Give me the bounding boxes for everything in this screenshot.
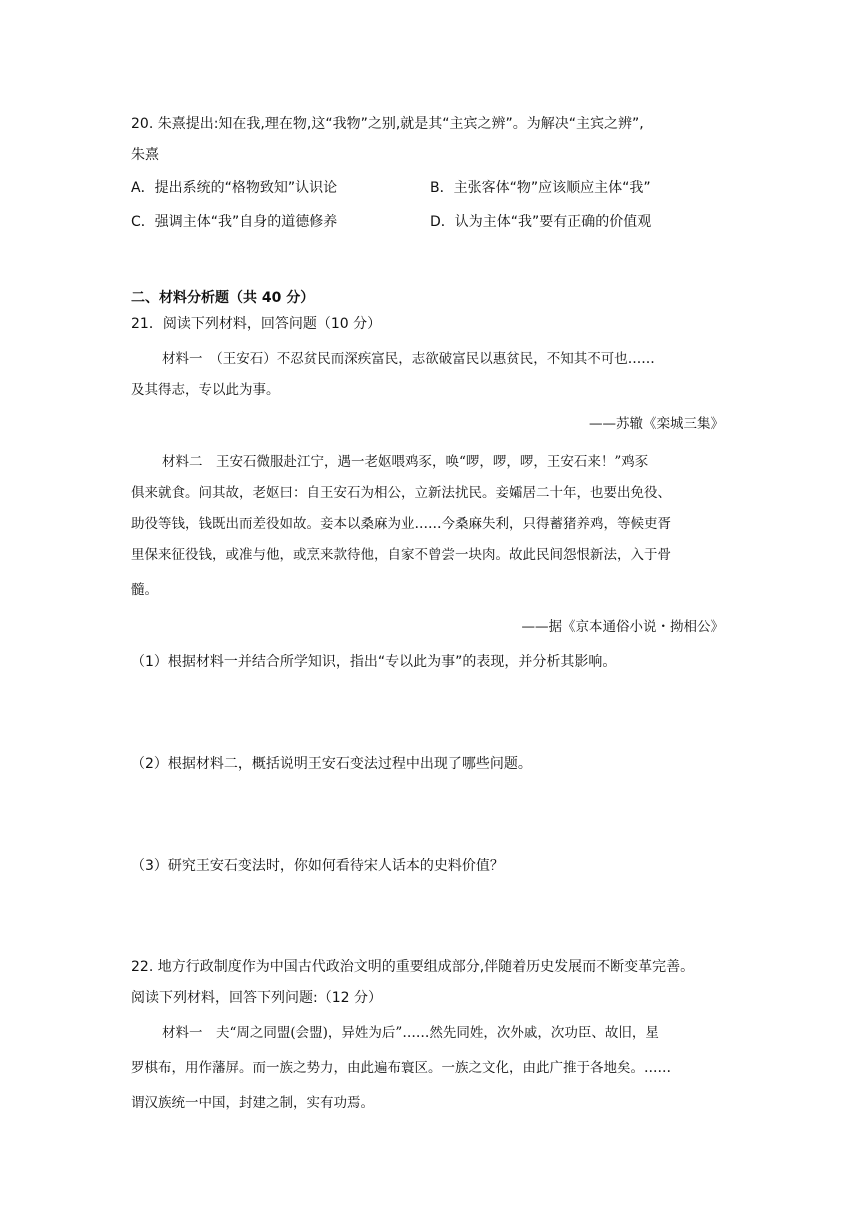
q21-material-2-line-3: 助役等钱，钱既出而差役如故。妾本以桑麻为业……今桑麻失利，只得蓄猪养鸡，等候吏胥: [131, 516, 671, 532]
q21-intro: 21．阅读下列材料，回答问题（10 分）: [131, 316, 382, 332]
q21-sub-question-1: （1）根据材料一并结合所学知识，指出“专以此为事”的表现，并分析其影响。: [131, 654, 617, 670]
q20-option-c: C．强调主体“我”自身的道德修养: [131, 214, 338, 230]
q21-material-1-source: ——苏辙《栾城三集》: [589, 416, 724, 432]
q21-material-1-line-1: 材料一 （王安石）不忍贫民而深疾富民，志欲破富民以惠贫民，不知其不可也……: [162, 351, 655, 367]
q22-material-1-line-3: 谓汉族统一中国，封建之制，实有功焉。: [131, 1095, 374, 1111]
q21-material-2-line-2: 俱来就食。问其故，老妪曰：自王安石为相公，立新法扰民。妾孀居二十年，也要出免役、: [131, 485, 671, 501]
q22-stem-line-2: 阅读下列材料，回答下列问题:（12 分）: [131, 990, 382, 1006]
q21-material-1-line-2: 及其得志，专以此为事。: [131, 382, 280, 398]
q20-option-b: B．主张客体“物”应该顺应主体“我”: [430, 180, 651, 196]
q21-material-2-line-4: 里保来征役钱，或准与他，或烹来款待他，自家不曾尝一块肉。故此民间怨恨新法，入于骨: [131, 547, 671, 563]
q20-stem-line-1: 20. 朱熹提出:知在我,理在物,这“我物”之别,就是其“主宾之辨”。为解决“主宾之辨”,: [131, 116, 644, 132]
q21-material-2-source: ——据《京本通俗小说・拗相公》: [521, 619, 724, 635]
q20-option-a: A．提出系统的“格物致知”认识论: [131, 180, 338, 196]
section-2-heading: 二、材料分析题（共 40 分）: [131, 290, 315, 306]
q21-material-2-line-5: 髓。: [131, 582, 158, 598]
q22-material-1-line-2: 罗棋布，用作藩屏。而一族之势力，由此遍布寰区。一族之文化，由此广推于各地矣。……: [131, 1060, 671, 1076]
q22-stem-line-1: 22. 地方行政制度作为中国古代政治文明的重要组成部分,伴随着历史发展而不断变革完善。: [131, 959, 695, 975]
q21-sub-question-2: （2）根据材料二，概括说明王安石变法过程中出现了哪些问题。: [131, 756, 532, 772]
q22-material-1-line-1: 材料一 夫“周之同盟(会盟)，异姓为后”……然先同姓，次外戚，次功臣、故旧，星: [162, 1025, 659, 1041]
q20-option-d: D．认为主体“我”要有正确的价值观: [430, 214, 652, 230]
q21-sub-question-3: （3）研究王安石变法时，你如何看待宋人话本的史料价值？: [131, 858, 504, 874]
q20-stem-line-2: 朱熹: [131, 147, 159, 163]
q21-material-2-line-1: 材料二 王安石微服赴江宁，遇一老妪喂鸡豕，唤“啰，啰，啰，王安石来！”鸡豕: [162, 454, 649, 470]
